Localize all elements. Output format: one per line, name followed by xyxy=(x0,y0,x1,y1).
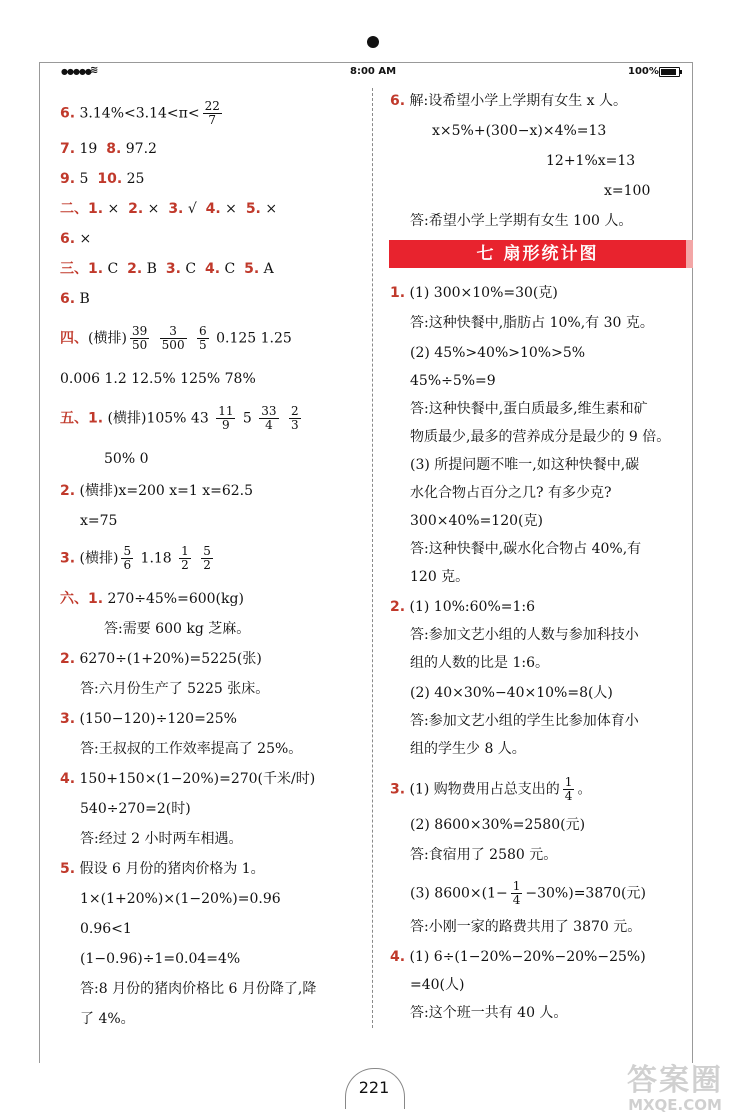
answer-line: 300×40%=120(克) xyxy=(410,513,543,529)
answer-line: 组的人数的比是 1:6。 xyxy=(410,655,549,671)
answer-line: =40(人) xyxy=(410,977,465,993)
answer-line: 答:王叔叔的工作效率提高了 25%。 xyxy=(80,741,303,757)
answer-line: (2) 8600×30%=2580(元) xyxy=(410,817,586,833)
answer-line: 3. (1) 购物费用占总支出的 $\frac{1}{4}$ 。 xyxy=(390,775,592,803)
column-divider xyxy=(372,88,373,1028)
answer-line: 1×(1+20%)×(1−20%)=0.96 xyxy=(80,891,281,907)
answer-line: 答:参加文艺小组的学生比参加体育小 xyxy=(410,713,639,729)
answer-line: 1. (1) 300×10%=30(克) xyxy=(390,285,558,301)
answer-line: 0.96<1 xyxy=(80,921,132,937)
answer-line: 6. × xyxy=(60,231,92,247)
answer-line: 答:这种快餐中,碳水化合物占 40%,有 xyxy=(410,541,642,557)
answer-line: 四、(横排) $\frac{39}{50}$ $\frac{3}{500}$ $\frac{6}{5}$ 0.125 1.25 xyxy=(60,324,292,352)
answer-line: 50% 0 xyxy=(104,451,149,467)
answer-line: (2) 40×30%−40×10%=8(人) xyxy=(410,685,613,701)
answer-line: x=100 xyxy=(604,183,651,199)
status-time: 8:00 AM xyxy=(350,66,397,77)
answer-line: 45%÷5%=9 xyxy=(410,373,496,389)
answer-line: 2. (1) 10%:60%=1:6 xyxy=(390,599,536,615)
answer-line: 了 4%。 xyxy=(80,1011,135,1027)
answer-line: (1−0.96)÷1=0.04=4% xyxy=(80,951,241,967)
answer-line: 三、1. C 2. B 3. C 4. C 5. A xyxy=(60,261,274,277)
answer-line: 答:这种快餐中,蛋白质最多,维生素和矿 xyxy=(410,401,648,417)
answer-line: 0.006 1.2 12.5% 125% 78% xyxy=(60,371,256,387)
answer-line: 4. (1) 6÷(1−20%−20%−20%−25%) xyxy=(390,949,646,965)
answer-line: 3. (150−120)÷120=25% xyxy=(60,711,237,727)
answer-line: 6. 3.14%<3.14<π< $\frac{22}{7}$ xyxy=(60,99,220,127)
answer-line: 六、1. 270÷45%=600(kg) xyxy=(60,591,244,607)
answer-line: x=75 xyxy=(80,513,118,529)
status-bar xyxy=(40,62,690,82)
answer-line: 答:这种快餐中,脂肪占 10%,有 30 克。 xyxy=(410,315,654,331)
answer-line: 120 克。 xyxy=(410,569,470,585)
answer-line: 答:需要 600 kg 芝麻。 xyxy=(104,621,251,637)
chapter-banner: 七 扇形统计图 xyxy=(389,240,693,268)
device-camera xyxy=(367,36,379,48)
answer-line: 答:食宿用了 2580 元。 xyxy=(410,847,558,863)
answer-line: x×5%+(300−x)×4%=13 xyxy=(432,123,607,139)
wifi-icon: ≋ xyxy=(90,65,99,76)
answer-line: 答:小刚一家的路费共用了 3870 元。 xyxy=(410,919,642,935)
battery-percent: 100% xyxy=(628,66,659,77)
answer-line: 答:希望小学上学期有女生 100 人。 xyxy=(410,213,633,229)
answer-line: 4. 150+150×(1−20%)=270(千米/时) xyxy=(60,771,316,787)
answer-line: 答:8 月份的猪肉价格比 6 月份降了,降 xyxy=(80,981,317,997)
answer-line: 6. 解:设希望小学上学期有女生 x 人。 xyxy=(390,93,628,109)
answer-line: 2. (横排)x=200 x=1 x=62.5 xyxy=(60,483,254,499)
signal-icon: ●●●●● xyxy=(61,67,91,76)
page-number: 221 xyxy=(358,1078,390,1097)
answer-line: 5. 假设 6 月份的猪肉价格为 1。 xyxy=(60,861,265,877)
answer-line: 7. 19 8. 97.2 xyxy=(60,141,157,157)
answer-line: (2) 45%>40%>10%>5% xyxy=(410,345,586,361)
answer-line: 6. B xyxy=(60,291,90,307)
answer-line: 540÷270=2(时) xyxy=(80,801,191,817)
answer-line: 3. (横排) $\frac{5}{6}$ 1.18 $\frac{1}{2}$ $\frac{5}{2}$ xyxy=(60,544,211,572)
answer-line: 答:这个班一共有 40 人。 xyxy=(410,1005,568,1021)
answer-line: 答:经过 2 小时两车相遇。 xyxy=(80,831,243,847)
answer-line: 答:六月份生产了 5225 张床。 xyxy=(80,681,270,697)
answer-line: (3) 所提问题不唯一,如这种快餐中,碳 xyxy=(410,457,640,473)
battery-icon xyxy=(659,67,680,77)
watermark-logo: 答案圈 MXQE.COM xyxy=(627,1063,723,1114)
answer-line: 五、1. (横排)105% 43 $\frac{11}{9}$ 5 $\frac{33}{4}$ $\frac{2}{3}$ xyxy=(60,404,299,432)
answer-line: 2. 6270÷(1+20%)=5225(张) xyxy=(60,651,262,667)
answer-line: 答:参加文艺小组的人数与参加科技小 xyxy=(410,627,639,643)
answer-line: 水化合物占百分之几? 有多少克? xyxy=(410,485,612,501)
answer-line: 二、1. × 2. × 3. √ 4. × 5. × xyxy=(60,201,278,217)
answer-line: 9. 5 10. 25 xyxy=(60,171,145,187)
answer-line: 12+1%x=13 xyxy=(546,153,636,169)
answer-line: 物质最少,最多的营养成分是最少的 9 倍。 xyxy=(410,429,671,445)
answer-line: (3) 8600×(1− $\frac{1}{4}$ −30%)=3870(元) xyxy=(410,879,646,907)
answer-line: 组的学生少 8 人。 xyxy=(410,741,526,757)
